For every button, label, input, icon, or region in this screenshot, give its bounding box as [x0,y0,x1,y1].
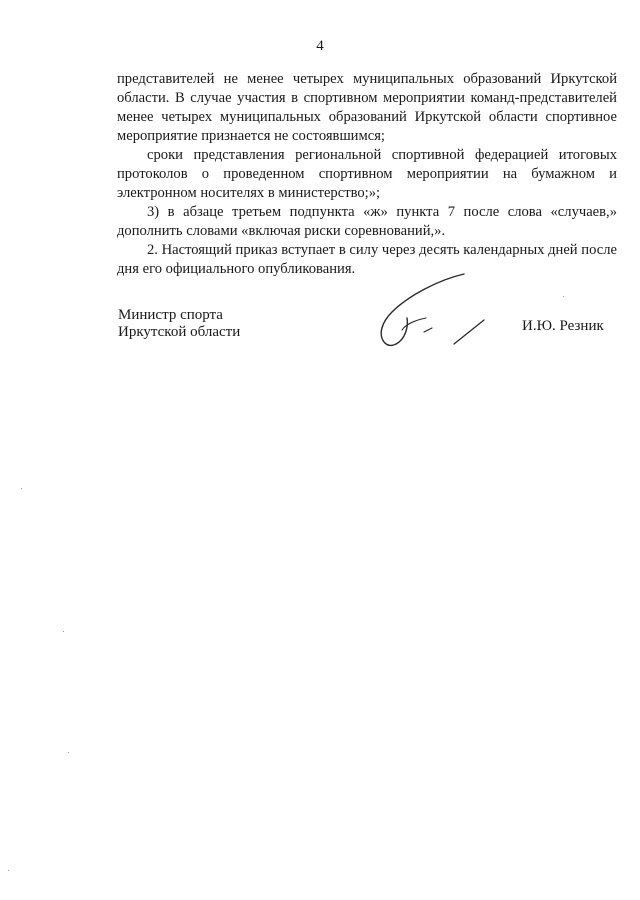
document-body [117,70,617,279]
signature-stroke-inner [402,318,426,330]
signatory-title [118,307,240,341]
paragraph-4: 2. Настоящий приказ вступает в силу через десять календарных дней после дня его официального опубликования. [117,242,617,277]
signatory-title-line-2: Иркутской области [118,324,241,340]
paragraph-1: представителей не менее четырех муниципальных образований Иркутской области. В случае участия в спортивном мероприятии команд-представителей менее четырех муниципальных образований Иркутской области спортивное мероприятие признается не состоявшимся; [117,71,617,144]
paragraph-3: 3) в абзаце третьем подпункта «ж» пункта 7 после слова «случаев,» дополнить словами «включая риски соревнований,». [117,204,617,239]
signatory-title-line-1: Министр спорта [118,307,223,323]
paragraph-2: сроки представления региональной спортивной федерацией итоговых протоколов о проведенном спортивном мероприятии на бумажном и электронном носителях в министерство;»; [117,147,617,201]
scan-speck [21,488,22,489]
signature-stroke-tail [454,320,484,344]
signature-stroke-dash [424,328,432,332]
scan-speck [68,752,69,753]
signer-name: И.Ю. Резник [522,318,604,334]
scan-speck [63,631,64,632]
page-number: 4 [316,38,324,54]
scan-speck [8,870,9,871]
handwritten-signature-icon [376,268,516,358]
scan-speck [563,296,564,297]
signature-stroke-main [381,274,464,345]
